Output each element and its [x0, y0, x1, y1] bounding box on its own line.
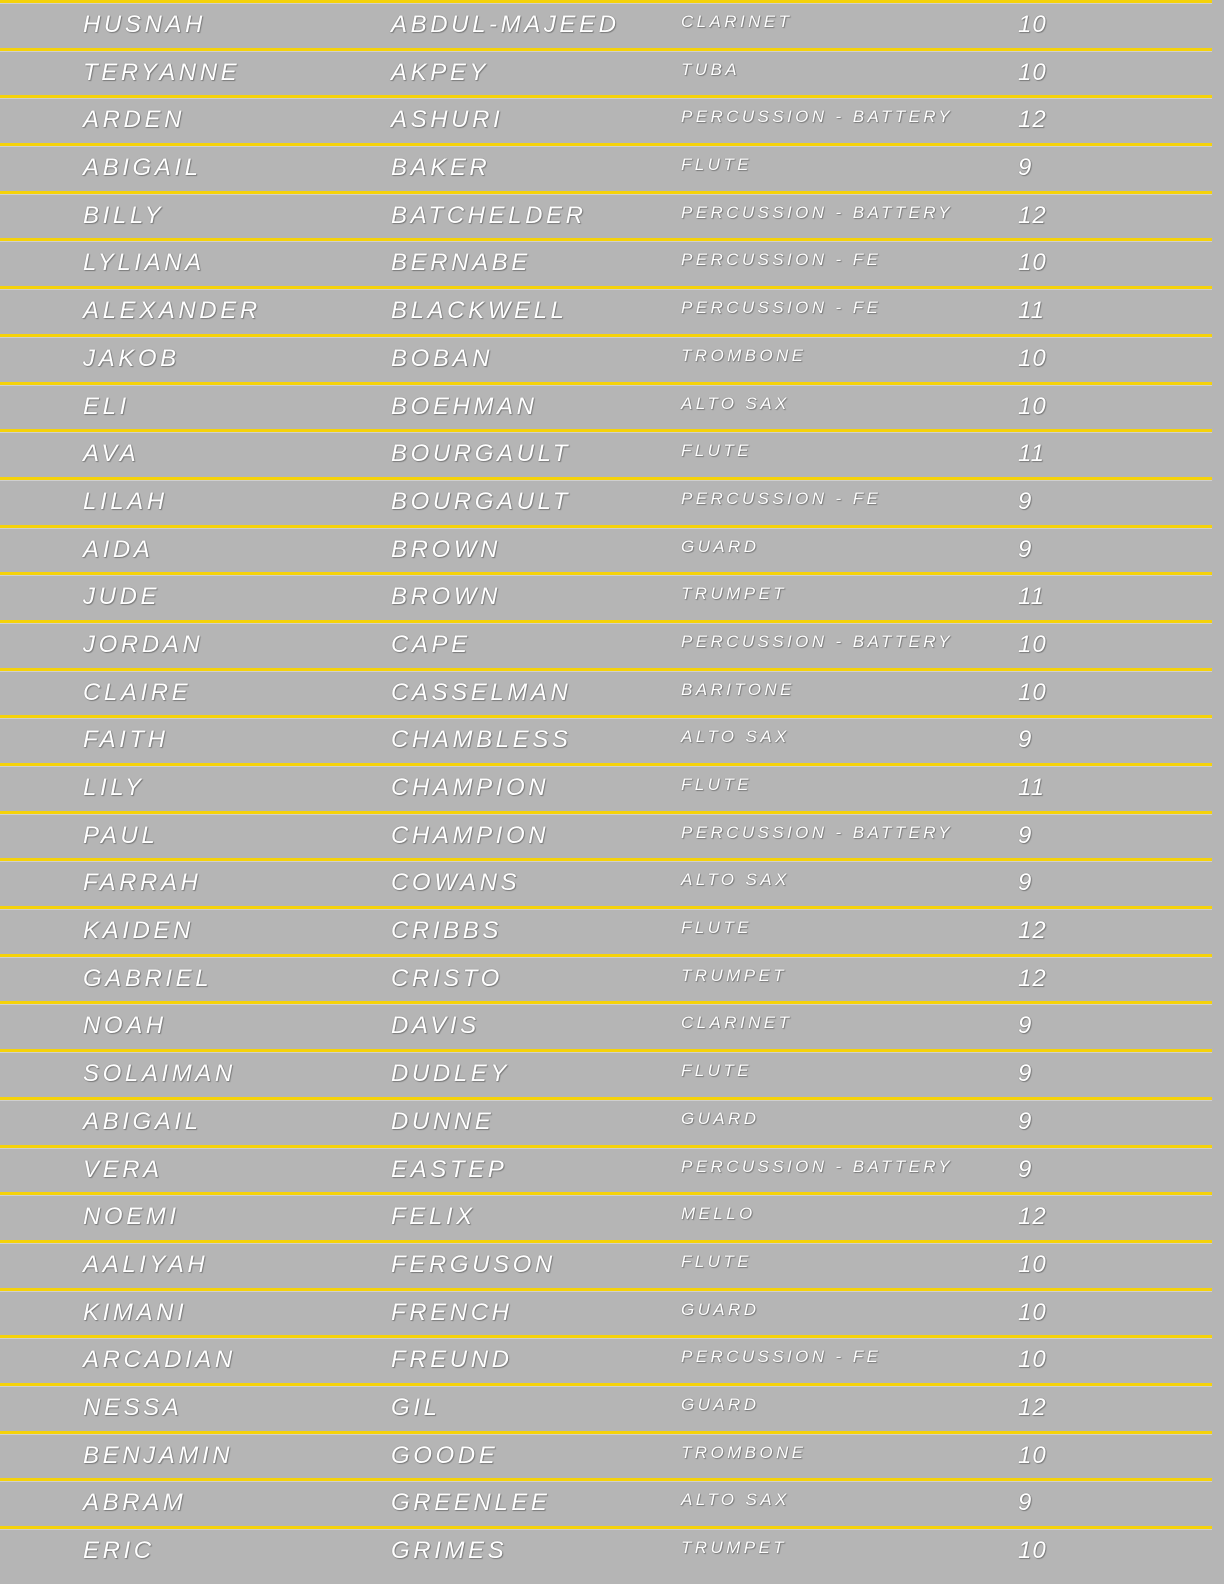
section-name: FLUTE	[681, 155, 752, 175]
section-name: TUBA	[681, 59, 740, 79]
first-name: TERYANNE	[83, 58, 241, 86]
roster-row	[0, 1383, 1212, 1431]
section-name: ALTO SAX	[681, 1490, 790, 1510]
first-name: GABRIEL	[83, 964, 213, 992]
section-name: TRUMPET	[681, 1538, 787, 1557]
grade-value: 9	[1018, 1012, 1033, 1040]
last-name: BERNABE	[391, 249, 531, 277]
roster-row	[0, 0, 1212, 48]
section-name: GUARD	[681, 1394, 760, 1414]
grade-value: 10	[1018, 249, 1047, 277]
grade-value: 10	[1018, 1537, 1047, 1564]
roster-row	[0, 715, 1212, 763]
roster-row	[0, 477, 1212, 525]
first-name: JUDE	[83, 583, 161, 611]
first-name: AIDA	[83, 535, 154, 563]
last-name: CRIBBS	[391, 917, 502, 945]
first-name: FARRAH	[83, 869, 202, 897]
last-name: BATCHELDER	[391, 201, 587, 229]
first-name: KAIDEN	[83, 917, 194, 945]
section-name: TROMBONE	[681, 1442, 807, 1462]
first-name: BILLY	[83, 201, 165, 229]
section-name: MELLO	[681, 1204, 756, 1224]
section-name: BARITONE	[681, 679, 795, 699]
last-name: ABDUL-MAJEED	[391, 11, 620, 38]
first-name: LILAH	[83, 487, 168, 515]
first-name: ELI	[83, 392, 130, 420]
last-name: EASTEP	[391, 1155, 508, 1183]
first-name: ABRAM	[83, 1489, 187, 1517]
grade-value: 9	[1018, 535, 1033, 563]
first-name: NOAH	[83, 1012, 167, 1040]
roster-row	[0, 906, 1212, 954]
section-name: GUARD	[681, 1299, 760, 1319]
roster-row	[0, 1145, 1212, 1193]
last-name: FELIX	[391, 1203, 476, 1231]
section-name: PERCUSSION - BATTERY	[681, 107, 954, 127]
first-name: NESSA	[83, 1393, 183, 1421]
roster-row	[0, 572, 1212, 620]
last-name: CHAMPION	[391, 774, 550, 801]
grade-value: 10	[1018, 392, 1047, 420]
section-name: GUARD	[681, 1108, 760, 1128]
roster-row	[0, 1192, 1212, 1240]
first-name: HUSNAH	[83, 11, 206, 38]
roster-row	[0, 143, 1212, 191]
grade-value: 10	[1018, 1441, 1047, 1469]
roster-row	[0, 668, 1212, 716]
grade-value: 11	[1018, 774, 1045, 801]
section-name: PERCUSSION - FE	[681, 488, 882, 508]
last-name: BOURGAULT	[391, 440, 571, 468]
roster-row	[0, 1431, 1212, 1479]
first-name: JORDAN	[83, 630, 204, 658]
roster-row	[0, 1288, 1212, 1336]
section-name: TRUMPET	[681, 584, 787, 604]
first-name: ERIC	[83, 1537, 155, 1564]
first-name: CLAIRE	[83, 678, 192, 706]
last-name: DUNNE	[391, 1107, 495, 1135]
first-name: ABIGAIL	[83, 1107, 202, 1135]
roster-row	[0, 1240, 1212, 1288]
section-name: TRUMPET	[681, 965, 787, 985]
grade-value: 12	[1018, 964, 1047, 992]
roster-row	[0, 954, 1212, 1002]
last-name: CRISTO	[391, 964, 503, 992]
last-name: BAKER	[391, 154, 491, 182]
grade-value: 12	[1018, 106, 1047, 134]
roster-row	[0, 191, 1212, 239]
section-name: FLUTE	[681, 1251, 752, 1271]
grade-value: 9	[1018, 869, 1033, 897]
roster-row	[0, 382, 1212, 430]
roster-row	[0, 1001, 1212, 1049]
first-name: BENJAMIN	[83, 1441, 234, 1469]
grade-value: 10	[1018, 630, 1047, 658]
section-name: ALTO SAX	[681, 393, 790, 413]
first-name: ALEXANDER	[83, 297, 261, 325]
last-name: BOURGAULT	[391, 487, 571, 515]
last-name: GRIMES	[391, 1537, 508, 1564]
grade-value: 12	[1018, 917, 1047, 945]
roster-row	[0, 1049, 1212, 1097]
first-name: FAITH	[83, 726, 169, 754]
roster-row	[0, 429, 1212, 477]
grade-value: 10	[1018, 11, 1047, 38]
grade-value: 10	[1018, 58, 1047, 86]
grade-value: 9	[1018, 1107, 1033, 1135]
roster-row	[0, 858, 1212, 906]
last-name: BROWN	[391, 583, 501, 611]
grade-value: 10	[1018, 1250, 1047, 1278]
section-name: PERCUSSION - BATTERY	[681, 1156, 954, 1176]
first-name: ABIGAIL	[83, 154, 202, 182]
grade-value: 9	[1018, 487, 1033, 515]
section-name: PERCUSSION - BATTERY	[681, 202, 954, 222]
roster-row	[0, 334, 1212, 382]
last-name: GIL	[391, 1393, 441, 1421]
section-name: CLARINET	[681, 12, 793, 31]
grade-value: 12	[1018, 1203, 1047, 1231]
roster-row	[0, 1526, 1212, 1574]
section-name: PERCUSSION - FE	[681, 298, 882, 318]
last-name: COWANS	[391, 869, 521, 897]
last-name: AKPEY	[391, 58, 490, 86]
section-name: PERCUSSION - BATTERY	[681, 822, 954, 842]
section-name: CLARINET	[681, 1013, 793, 1033]
section-name: FLUTE	[681, 775, 752, 794]
section-name: ALTO SAX	[681, 870, 790, 890]
first-name: AVA	[83, 440, 140, 468]
section-name: TROMBONE	[681, 345, 807, 365]
first-name: VERA	[83, 1155, 163, 1183]
section-name: PERCUSSION - FE	[681, 250, 882, 270]
roster-row	[0, 1478, 1212, 1526]
first-name: JAKOB	[83, 344, 180, 372]
section-name: FLUTE	[681, 918, 752, 938]
roster-row	[0, 95, 1212, 143]
first-name: SOLAIMAN	[83, 1060, 236, 1088]
grade-value: 11	[1018, 583, 1045, 611]
roster-row	[0, 763, 1212, 811]
roster-row	[0, 620, 1212, 668]
first-name: ARDEN	[83, 106, 186, 134]
last-name: GREENLEE	[391, 1489, 551, 1517]
grade-value: 11	[1018, 440, 1045, 468]
last-name: BROWN	[391, 535, 501, 563]
grade-value: 10	[1018, 1298, 1047, 1326]
last-name: DAVIS	[391, 1012, 480, 1040]
first-name: LYLIANA	[83, 249, 205, 277]
last-name: ASHURI	[391, 106, 504, 134]
last-name: BLACKWELL	[391, 297, 568, 325]
last-name: CAPE	[391, 630, 471, 658]
section-name: PERCUSSION - FE	[681, 1347, 882, 1367]
last-name: GOODE	[391, 1441, 499, 1469]
section-name: FLUTE	[681, 441, 752, 461]
section-name: GUARD	[681, 536, 760, 556]
first-name: PAUL	[83, 821, 159, 849]
roster-row	[0, 525, 1212, 573]
grade-value: 9	[1018, 1489, 1033, 1517]
roster-row	[0, 1097, 1212, 1145]
grade-value: 12	[1018, 201, 1047, 229]
grade-value: 10	[1018, 678, 1047, 706]
roster-row	[0, 238, 1212, 286]
grade-value: 9	[1018, 821, 1033, 849]
grade-value: 10	[1018, 344, 1047, 372]
grade-value: 12	[1018, 1393, 1047, 1421]
first-name: KIMANI	[83, 1298, 188, 1326]
last-name: BOBAN	[391, 344, 494, 372]
first-name: ARCADIAN	[83, 1346, 236, 1374]
section-name: ALTO SAX	[681, 727, 790, 747]
grade-value: 9	[1018, 726, 1033, 754]
first-name: NOEMI	[83, 1203, 180, 1231]
last-name: BOEHMAN	[391, 392, 538, 420]
grade-value: 11	[1018, 297, 1045, 325]
grade-value: 10	[1018, 1346, 1047, 1374]
first-name: AALIYAH	[83, 1250, 209, 1278]
grade-value: 9	[1018, 154, 1033, 182]
last-name: DUDLEY	[391, 1060, 510, 1088]
roster-row	[0, 1335, 1212, 1383]
grade-value: 9	[1018, 1060, 1033, 1088]
grade-value: 9	[1018, 1155, 1033, 1183]
roster-row	[0, 48, 1212, 96]
last-name: FREUND	[391, 1346, 513, 1374]
last-name: FERGUSON	[391, 1250, 556, 1278]
section-name: PERCUSSION - BATTERY	[681, 631, 954, 651]
last-name: CHAMPION	[391, 821, 550, 849]
last-name: CASSELMAN	[391, 678, 572, 706]
roster-row	[0, 286, 1212, 334]
roster-row	[0, 811, 1212, 859]
last-name: CHAMBLESS	[391, 726, 572, 754]
section-name: FLUTE	[681, 1061, 752, 1081]
first-name: LILY	[83, 774, 145, 801]
last-name: FRENCH	[391, 1298, 513, 1326]
